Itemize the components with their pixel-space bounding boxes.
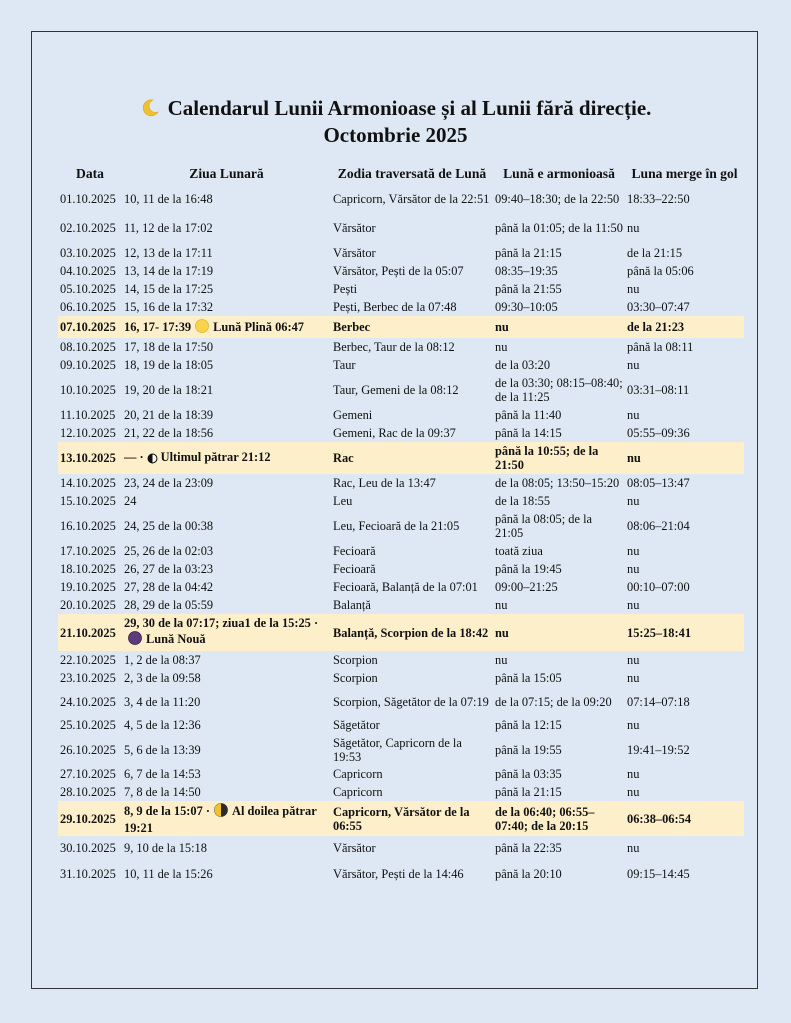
header-lunar-day: Ziua Lunară (189, 166, 264, 181)
cell-zodiac: Leu, Fecioară de la 21:05 (333, 519, 460, 533)
cell-date: 07.10.2025 (58, 316, 122, 338)
cell-zodiac: Fecioară (333, 562, 376, 576)
table-row (58, 510, 744, 542)
cell-void: 00:10–07:00 (627, 580, 690, 594)
cell-harmonious: 09:00–21:25 (495, 580, 558, 594)
cell-void: 08:05–13:47 (627, 476, 690, 490)
cell-lunar-day (122, 669, 331, 687)
cell-date: 08.10.2025 (60, 340, 116, 354)
cell-lunar-day (122, 338, 331, 356)
cell-lunar-day (122, 262, 331, 280)
table-row (58, 406, 744, 424)
lunar-day-text: 16, 17- 17:39 (124, 319, 192, 334)
last-quarter-icon (147, 453, 158, 467)
lunar-day-text: 11, 12 de la 17:02 (124, 221, 213, 235)
table-row (58, 442, 744, 474)
cell-void: nu (627, 408, 640, 422)
table-row (58, 338, 744, 356)
cell-date: 14.10.2025 (60, 476, 116, 490)
table-row (58, 185, 744, 212)
table-body (58, 185, 744, 889)
cell-harmonious: nu (495, 340, 508, 354)
header-row (58, 163, 744, 185)
cell-void: 09:15–14:45 (627, 867, 690, 881)
cell-zodiac: Vărsător (333, 246, 376, 260)
cell-date: 10.10.2025 (60, 383, 116, 397)
first-quarter-icon (213, 802, 229, 821)
cell-void: 08:06–21:04 (627, 519, 690, 533)
cell-void: nu (627, 767, 640, 781)
cell-void: nu (627, 598, 640, 612)
cell-harmonious: de la 08:05; 13:50–15:20 (495, 476, 620, 490)
cell-date: 31.10.2025 (60, 867, 116, 881)
table-row (58, 801, 744, 836)
lunar-day-text: 2, 3 de la 09:58 (124, 671, 201, 685)
table-row (58, 280, 744, 298)
new-moon-icon (127, 630, 143, 649)
cell-lunar-day (122, 244, 331, 262)
lunar-day-text: 25, 26 de la 02:03 (124, 544, 214, 558)
cell-void: 19:41–19:52 (627, 742, 690, 757)
lunar-day-text: — · (124, 449, 144, 464)
lunar-day-text: 1, 2 de la 08:37 (124, 653, 201, 667)
header-date: Data (76, 166, 104, 181)
cell-date: 26.10.2025 (60, 742, 116, 757)
cell-harmonious: până la 22:35 (495, 840, 562, 855)
cell-lunar-day (122, 406, 331, 424)
cell-zodiac: Scorpion (333, 671, 378, 685)
cell-void: de la 21:15 (627, 246, 683, 260)
cell-lunar-day (122, 783, 331, 801)
table-row (58, 374, 744, 406)
lunar-day-text: 14, 15 de la 17:25 (124, 282, 214, 296)
table-row (58, 244, 744, 262)
cell-date: 09.10.2025 (60, 358, 116, 372)
cell-date: 17.10.2025 (60, 544, 116, 558)
cell-void: nu (627, 785, 640, 799)
table-row (58, 596, 744, 614)
cell-zodiac: Săgetător, Capricorn de la 19:53 (333, 735, 462, 764)
cell-harmonious: de la 07:15; de la 09:20 (495, 694, 612, 709)
cell-harmonious: 09:40–18:30; de la 22:50 (495, 191, 620, 206)
cell-void: nu (627, 282, 640, 296)
cell-void: 03:30–07:47 (627, 300, 690, 314)
cell-lunar-day (122, 687, 331, 716)
cell-lunar-day (122, 316, 331, 338)
header-harmonious: Lună e armonioasă (503, 166, 615, 181)
cell-harmonious: până la 10:55; de la 21:50 (493, 442, 625, 474)
cell-lunar-day (122, 510, 331, 542)
table-row (58, 424, 744, 442)
cell-harmonious: până la 14:15 (495, 426, 562, 440)
cell-lunar-day (122, 185, 331, 212)
cell-harmonious: până la 11:40 (495, 408, 562, 422)
cell-zodiac: Pești (333, 282, 358, 296)
cell-lunar-day (122, 716, 331, 734)
cell-harmonious: nu (495, 598, 508, 612)
cell-lunar-day (122, 578, 331, 596)
cell-zodiac: Berbec (331, 316, 493, 338)
cell-harmonious: 08:35–19:35 (495, 264, 558, 278)
cell-zodiac: Vărsător (333, 221, 376, 235)
page-title (0, 96, 791, 147)
lunar-day-text: 13, 14 de la 17:19 (124, 264, 214, 278)
cell-harmonious: nu (495, 653, 508, 667)
cell-zodiac: Săgetător (333, 718, 380, 732)
cell-date: 27.10.2025 (60, 767, 116, 781)
table-row (58, 316, 744, 338)
cell-date: 15.10.2025 (60, 494, 116, 508)
table-row (58, 578, 744, 596)
cell-lunar-day (122, 734, 331, 765)
lunar-day-text: 5, 6 de la 13:39 (124, 742, 201, 757)
cell-zodiac: Taur, Gemeni de la 08:12 (333, 383, 459, 397)
cell-lunar-day (122, 212, 331, 244)
lunar-day-text: 23, 24 de la 23:09 (124, 476, 214, 490)
table-row (58, 356, 744, 374)
cell-void: de la 21:23 (625, 316, 744, 338)
cell-lunar-day (122, 651, 331, 669)
cell-zodiac: Capricorn, Vărsător de la 06:55 (331, 801, 493, 836)
cell-zodiac: Vărsător (333, 840, 376, 855)
lunar-day-text: 7, 8 de la 14:50 (124, 785, 201, 799)
cell-lunar-day (122, 474, 331, 492)
cell-harmonious: de la 18:55 (495, 494, 551, 508)
cell-zodiac: Capricorn, Vărsător de la 22:51 (333, 191, 490, 206)
lunar-day-text: 24, 25 de la 00:38 (124, 519, 214, 533)
lunar-day-text: 29, 30 de la 07:17; ziua1 de la 15:25 · (124, 616, 319, 630)
cell-date: 02.10.2025 (60, 221, 116, 235)
cell-lunar-day (122, 614, 331, 651)
cell-date: 13.10.2025 (58, 442, 122, 474)
cell-zodiac: Balanță, Scorpion de la 18:42 (331, 614, 493, 651)
cell-harmonious: nu (493, 316, 625, 338)
table-row (58, 651, 744, 669)
cell-harmonious: de la 06:40; 06:55–07:40; de la 20:15 (493, 801, 625, 836)
cell-void: nu (627, 840, 640, 855)
cell-void: 15:25–18:41 (625, 614, 744, 651)
header-void: Luna merge în gol (631, 166, 738, 181)
cell-void: 07:14–07:18 (627, 694, 690, 709)
table-row (58, 212, 744, 244)
cell-lunar-day (122, 542, 331, 560)
cell-harmonious: până la 01:05; de la 11:50 (495, 221, 623, 235)
cell-void: nu (627, 671, 640, 685)
lunar-day-text: 10, 11 de la 15:26 (124, 867, 213, 881)
table-row (58, 765, 744, 783)
cell-zodiac: Taur (333, 358, 356, 372)
title-line-2: Octombrie 2025 (323, 123, 468, 147)
table-row (58, 669, 744, 687)
lunar-day-text: 4, 5 de la 12:36 (124, 718, 201, 732)
cell-void: 06:38–06:54 (625, 801, 744, 836)
table-row (58, 716, 744, 734)
moon-phase-label: Lună Nouă (146, 632, 206, 646)
cell-harmonious: 09:30–10:05 (495, 300, 558, 314)
cell-void: nu (627, 718, 640, 732)
cell-zodiac: Berbec, Taur de la 08:12 (333, 340, 455, 354)
table-row (58, 614, 744, 651)
table-row (58, 560, 744, 578)
cell-harmonious: până la 21:55 (495, 282, 562, 296)
cell-date: 18.10.2025 (60, 562, 116, 576)
cell-void: nu (627, 653, 640, 667)
cell-void: 03:31–08:11 (627, 383, 690, 397)
cell-zodiac: Balanță (333, 598, 371, 612)
cell-void: nu (627, 494, 640, 508)
cell-zodiac: Vărsător, Pești de la 14:46 (333, 867, 464, 881)
lunar-day-text: 3, 4 de la 11:20 (124, 694, 201, 709)
cell-zodiac: Capricorn (333, 767, 383, 781)
cell-lunar-day (122, 280, 331, 298)
cell-harmonious: până la 19:55 (495, 742, 562, 757)
cell-harmonious: până la 12:15 (495, 718, 562, 732)
cell-zodiac: Vărsător, Pești de la 05:07 (333, 264, 464, 278)
lunar-day-text: 12, 13 de la 17:11 (124, 246, 213, 260)
cell-harmonious: până la 03:35 (495, 767, 562, 781)
crescent-moon-icon (140, 98, 160, 123)
cell-lunar-day (122, 560, 331, 578)
cell-void: până la 08:11 (627, 340, 694, 354)
cell-zodiac: Leu (333, 494, 353, 508)
calendar-table (58, 163, 744, 889)
cell-date: 25.10.2025 (60, 718, 116, 732)
cell-harmonious: până la 19:45 (495, 562, 562, 576)
moon-phase-label: Ultimul pătrar 21:12 (160, 449, 271, 464)
cell-void: nu (627, 562, 640, 576)
cell-lunar-day (122, 765, 331, 783)
cell-date: 04.10.2025 (60, 264, 116, 278)
cell-void: până la 05:06 (627, 264, 694, 278)
cell-void: 05:55–09:36 (627, 426, 690, 440)
cell-void: 18:33–22:50 (627, 191, 690, 206)
cell-date: 12.10.2025 (60, 426, 116, 440)
cell-zodiac: Scorpion, Săgetător de la 07:19 (333, 694, 489, 709)
cell-harmonious: până la 20:10 (495, 867, 562, 881)
cell-lunar-day (122, 298, 331, 316)
table-row (58, 262, 744, 280)
lunar-day-text: 10, 11 de la 16:48 (124, 191, 213, 206)
lunar-day-text: 21, 22 de la 18:56 (124, 426, 214, 440)
cell-harmonious: până la 08:05; de la 21:05 (495, 512, 593, 540)
table-row (58, 298, 744, 316)
cell-date: 30.10.2025 (60, 840, 116, 855)
cell-date: 16.10.2025 (60, 519, 116, 533)
cell-lunar-day (122, 596, 331, 614)
header-zodiac: Zodia traversată de Lună (337, 166, 487, 181)
table-row (58, 734, 744, 765)
cell-date: 19.10.2025 (60, 580, 116, 594)
cell-date: 06.10.2025 (60, 300, 116, 314)
cell-date: 23.10.2025 (60, 671, 116, 685)
lunar-day-text: 27, 28 de la 04:42 (124, 580, 214, 594)
cell-zodiac: Gemeni (333, 408, 373, 422)
table-row (58, 836, 744, 859)
cell-date: 03.10.2025 (60, 246, 116, 260)
moon-phase-label: Al doilea pătrar 19:21 (124, 804, 317, 835)
cell-zodiac: Fecioară, Balanță de la 07:01 (333, 580, 478, 594)
table-row (58, 492, 744, 510)
cell-lunar-day (122, 424, 331, 442)
cell-lunar-day (122, 801, 331, 836)
cell-zodiac: Gemeni, Rac de la 09:37 (333, 426, 456, 440)
cell-lunar-day (122, 859, 331, 889)
cell-date: 20.10.2025 (60, 598, 116, 612)
lunar-day-text: 17, 18 de la 17:50 (124, 340, 214, 354)
cell-harmonious: până la 21:15 (495, 246, 562, 260)
cell-date: 29.10.2025 (58, 801, 122, 836)
cell-zodiac: Fecioară (333, 544, 376, 558)
lunar-day-text: 15, 16 de la 17:32 (124, 300, 214, 314)
table-row (58, 542, 744, 560)
cell-void: nu (625, 442, 744, 474)
cell-date: 28.10.2025 (60, 785, 116, 799)
moon-phase-label: Lună Plină 06:47 (213, 319, 304, 334)
lunar-day-text: 28, 29 de la 05:59 (124, 598, 214, 612)
cell-date: 22.10.2025 (60, 653, 116, 667)
cell-zodiac: Pești, Berbec de la 07:48 (333, 300, 457, 314)
cell-harmonious: toată ziua (495, 544, 543, 558)
cell-void: nu (627, 358, 640, 372)
cell-date: 01.10.2025 (60, 191, 116, 206)
lunar-day-text: 9, 10 de la 15:18 (124, 840, 207, 855)
lunar-day-text: 8, 9 de la 15:07 · (124, 804, 211, 818)
cell-harmonious: de la 03:30; 08:15–08:40; de la 11:25 (495, 376, 623, 404)
cell-date: 11.10.2025 (60, 408, 116, 422)
cell-lunar-day (122, 442, 331, 474)
lunar-day-text: 24 (124, 494, 137, 508)
full-moon-icon (194, 318, 210, 337)
table-row (58, 474, 744, 492)
cell-zodiac: Scorpion (333, 653, 378, 667)
cell-zodiac: Capricorn (333, 785, 383, 799)
table-row (58, 859, 744, 889)
lunar-day-text: 20, 21 de la 18:39 (124, 408, 214, 422)
cell-harmonious: de la 03:20 (495, 358, 551, 372)
cell-void: nu (627, 221, 640, 235)
cell-zodiac: Rac (331, 442, 493, 474)
table-row (58, 687, 744, 716)
lunar-day-text: 6, 7 de la 14:53 (124, 767, 201, 781)
lunar-day-text: 19, 20 de la 18:21 (124, 383, 214, 397)
cell-lunar-day (122, 492, 331, 510)
cell-lunar-day (122, 374, 331, 406)
lunar-day-text: 18, 19 de la 18:05 (124, 358, 214, 372)
table-row (58, 783, 744, 801)
cell-harmonious: până la 15:05 (495, 671, 562, 685)
cell-date: 21.10.2025 (58, 614, 122, 651)
cell-lunar-day (122, 836, 331, 859)
cell-void: nu (627, 544, 640, 558)
cell-lunar-day (122, 356, 331, 374)
lunar-day-text: 26, 27 de la 03:23 (124, 562, 214, 576)
cell-date: 05.10.2025 (60, 282, 116, 296)
cell-harmonious: nu (493, 614, 625, 651)
cell-harmonious: până la 21:15 (495, 785, 562, 799)
title-line-1: Calendarul Lunii Armonioase și al Lunii fără direcție. (0, 96, 791, 123)
cell-date: 24.10.2025 (60, 694, 116, 709)
cell-zodiac: Rac, Leu de la 13:47 (333, 476, 436, 490)
